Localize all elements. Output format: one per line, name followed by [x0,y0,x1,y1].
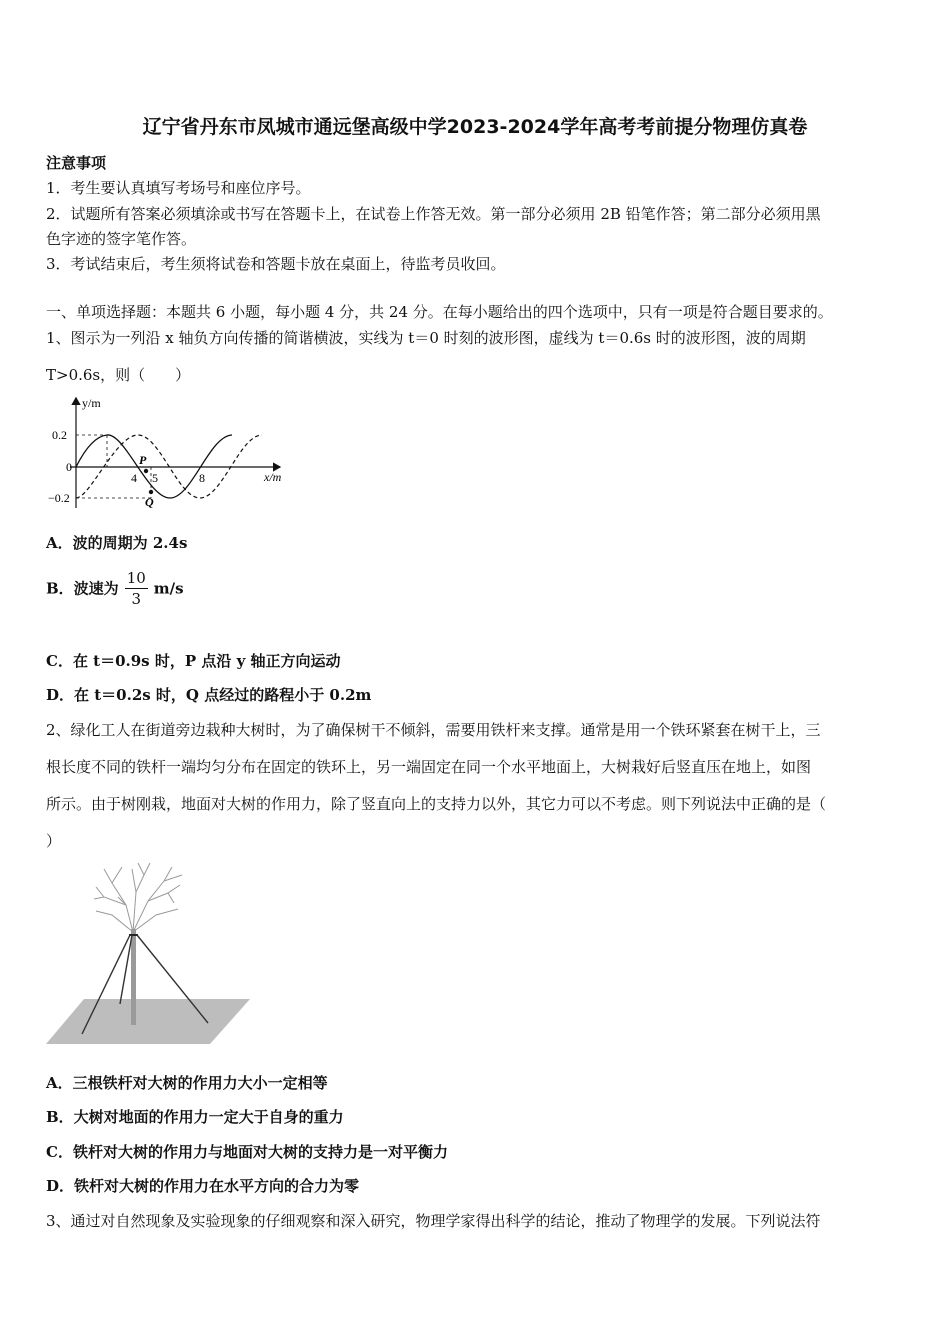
point-p-dot [144,469,148,473]
q2-option-a: A．三根铁杆对大树的作用力大小一定相等 [46,1074,328,1092]
x-tick-4: 4 [131,471,137,485]
wave-graph [44,392,294,516]
fraction [125,568,148,609]
q1-stem-line-2: T>0.6s，则（ ） [46,366,191,384]
y-axis-label: y/m [82,396,101,410]
notice-item-3: 3．考试结束后，考生须将试卷和答题卡放在桌面上，待监考员收回。 [46,255,506,273]
q1-stem-line-1: 1、图示为一列沿 x 轴负方向传播的简谐横波，实线为 t＝0 时刻的波形图，虚线为 t＝0.6s 时的波形图，波的周期 [46,329,806,347]
q2-option-c: C．铁杆对大树的作用力与地面对大树的支持力是一对平衡力 [46,1143,448,1161]
point-q-dot [149,490,153,494]
q1-option-b-prefix: B．波速为 [46,579,119,598]
page-title: 辽宁省丹东市凤城市通远堡高级中学2023-2024学年高考考前提分物理仿真卷 [142,116,808,138]
q2-stem-line-2: 根长度不同的铁杆一端均匀分布在固定的铁环上，另一端固定在同一个水平地面上，大树栽好后竖直压在地上，如图 [46,758,812,776]
notice-heading: 注意事项 [46,154,107,172]
y-tick-top: 0.2 [52,428,67,442]
q1-option-a: A．波的周期为 2.4s [46,534,188,552]
q1-option-b-unit: m/s [153,579,184,598]
notice-item-2-line-1: 2．试题所有答案必须填涂或书写在答题卡上，在试卷上作答无效。第一部分必须用 2B 铅笔作答；第二部分必须用黑 [46,205,821,223]
q3-stem-line-1: 3、通过对自然现象及实验现象的仔细观察和深入研究，物理学家得出科学的结论，推动了物理学的发展。下列说法符 [46,1212,821,1230]
tree-support-illustration [46,857,254,1047]
section-1-heading: 一、单项选择题：本题共 6 小题，每小题 4 分，共 24 分。在每小题给出的四个选项中，只有一项是符合题目要求的。 [46,303,833,321]
x-tick-8: 8 [199,471,205,485]
notice-item-1: 1．考生要认真填写考场号和座位序号。 [46,179,311,197]
ground-plane [46,999,250,1044]
point-q-label: Q [145,495,154,509]
y-tick-zero: 0 [66,460,72,474]
q2-option-d: D．铁杆对大树的作用力在水平方向的合力为零 [46,1177,360,1195]
q1-option-d: D．在 t＝0.2s 时，Q 点经过的路程小于 0.2m [46,686,372,704]
tree-crown [94,863,182,932]
iron-rod-back [120,935,132,1004]
q2-stem-line-4: ） [46,832,62,850]
tree-trunk [131,929,136,1025]
x-tick-5: 5 [152,471,158,485]
point-p-label: P [139,453,147,467]
q2-stem-line-3: 所示。由于树刚栽，地面对大树的作用力，除了竖直向上的支持力以外，其它力可以不考虑。则下列说法中正确的是（ [46,795,827,813]
q2-option-b: B．大树对地面的作用力一定大于自身的重力 [46,1108,344,1126]
q1-option-c: C．在 t＝0.9s 时，P 点沿 y 轴正方向运动 [46,652,341,670]
y-tick-bottom: −0.2 [48,491,70,505]
fraction-denominator: 3 [131,590,141,608]
notice-item-2-line-2: 色字迹的签字笔作答。 [46,230,197,248]
q1-option-b [46,568,184,609]
x-axis-label: x/m [264,470,282,484]
fraction-numerator: 10 [126,569,146,587]
q2-stem-line-1: 2、绿化工人在街道旁边栽种大树时，为了确保树干不倾斜，需要用铁杆来支撑。通常是用一个铁环紧套在树干上，三 [46,721,821,739]
